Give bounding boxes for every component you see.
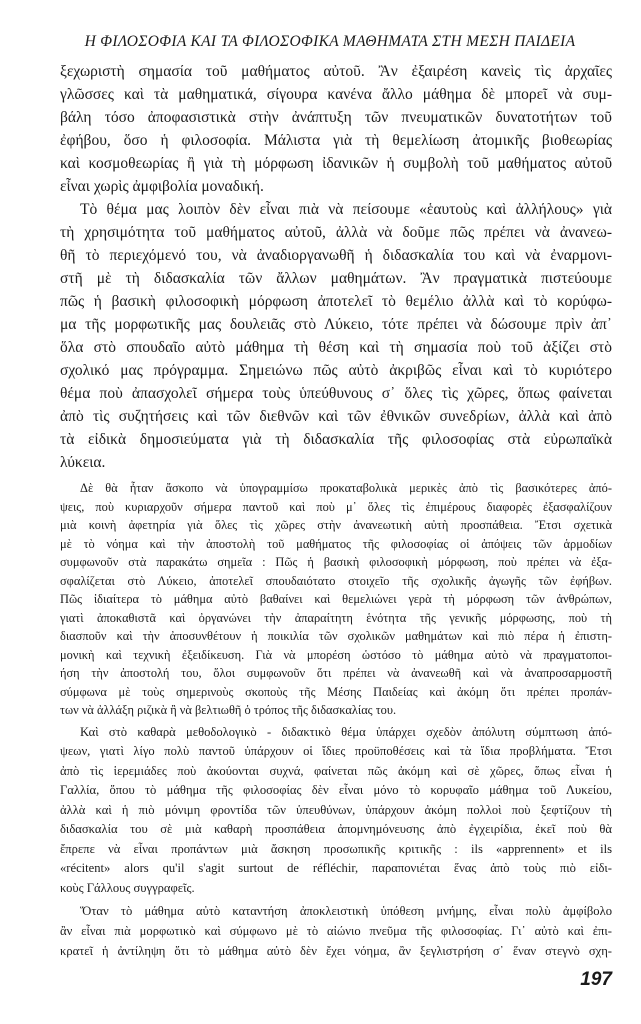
text-line: λύκεια. [60,454,106,471]
text-column [60,60,612,991]
text-line: γλῶσσες καὶ τὰ μαθηματικά, σίγουρα κανένα ἄλλο μάθημα δὲ μπορεῖ νὰ συμ- [60,86,612,103]
page-number: 197 [580,969,612,990]
text-line: συμφωνοῦν στὰ παρακάτω σημεῖα : Πῶς ἡ βασικὴ φιλοσοφικὴ μόρφωση, ποὺ πρέπει νὰ ἐξα- [60,555,612,569]
text-line: ψεις, ποὺ κυριαρχοῦν σήμερα παντοῦ καὶ ποὺ μ᾽ ὅλες τὶς ἐπιμέρους διαφορὲς ἐξασφαλίζουν [60,499,612,514]
running-header: Η ΦΙΛΟΣΟΦΙΑ ΚΑΙ ΤΑ ΦΙΛΟΣΟΦΙΚΑ ΜΑΘΗΜΑΤΑ ΣΤΗ ΜΕΣΗ ΠΑΙΔΕΙΑ [84,33,576,50]
text-line: Δὲ θὰ ἦταν ἄσκοπο νὰ ὑπογραμμίσω προκαταβολικὰ μερικὲς ἀπὸ τὶς βασικότερες ἀπό- [80,481,612,495]
text-line: τὴ χρησιμότητα τοῦ μαθήματος αὐτοῦ, ἀλλὰ νὰ δοῦμε πῶς πρέπει νὰ ἀνανεω- [60,224,612,241]
text-line: ἐφήβου, ὅσο ἡ φιλοσοφία. Μάλιστα γιὰ τὴ θεμελίωση ἀτομικῆς βιοθεωρίας [60,132,612,149]
text-line: θέμα ποὺ ἀπασχολεῖ σήμερα τοὺς ὑπεύθυνους σ᾽ ὅλες τὶς χῶρες, ὅπως φαίνεται [60,385,612,402]
text-line: ήση τὴν ἀποστολή του, ὅλοι συμφωνοῦν ὅτι πρέπει νὰ ἀνανεωθῆ καὶ νὰ ἀναπροσαρμοστῆ [60,666,612,680]
text-line: σύμφωνα μὲ τοὺς σημερινοὺς σκοποὺς τῆς Μέσης Παιδείας καὶ ἀκόμη ὅτι πρέπει προπάν- [60,684,612,699]
paragraph [60,198,612,474]
text-line: πῶς ἡ βασικὴ φιλοσοφικὴ μόρφωση ἀποτελεῖ τὸ θεμέλιο ἀλλὰ καὶ τὸ κορύφω- [60,293,612,310]
text-line: εἶναι χωρὶς ἀμφιβολία μοναδική. [60,178,264,195]
text-line: «récitent» alors qu'il s'agit surtout de réfléchir, παραπονιέται ἕνας ἀπὸ τοὺς πιὸ εἰδι- [60,861,612,875]
text-line: Τὸ θέμα μας λοιπὸν δὲν εἶναι πιὰ νὰ πείσουμε «ἑαυτοὺς καὶ ἀλλήλους» γιὰ [80,201,612,218]
paragraph [60,479,612,720]
text-line: Πῶς ἰδιαίτερα τὸ μάθημα αὐτὸ βαθαίνει καὶ θεμελιώνει γερὰ τὴ μόρφωση τῶν ἀνθρώπων, [60,592,612,606]
text-line: Ὅταν τὸ μάθημα αὐτὸ καταντήση ἀποκλειστικὴ ὑπόθεση μνήμης, εἶναι πολὺ ἀμφίβολο [80,904,612,918]
text-line: μιὰ κοινὴ ἀφετηρία γιὰ ὅλες τὶς χῶρες στὴν ἀνανεωτικὴ αὐτὴ προσπάθεια. Ἔτσι σχετικὰ [60,518,612,532]
text-line: μονικὴ καὶ τεχνικὴ ἐξειδίκευση. Γιὰ νὰ μπορέση ὡστόσο τὸ μάθημα αὐτὸ νὰ πραγματοποι- [60,647,612,662]
text-line: γιατὶ ἀποκαθιστᾶ καὶ ὀργανώνει τὴν ἀπαραίτητη ἑνότητα τῆς γενικῆς μόρφωσης, ποὺ τὴ [60,610,612,625]
text-line: κοὺς Γάλλους συγγραφεῖς. [60,880,195,895]
text-line: διασποῦν καὶ τὴν ἀποσυνθέτουν ἡ ποικιλία τῶν σχολικῶν μαθημάτων καὶ πιὸ πέρα ἡ ἐπιστη- [60,629,612,643]
text-line: μὲ τὸ νόημα καὶ τὴν ἀποστολὴ τοῦ μαθήματος τῆς φιλοσοφίας οἱ ἀπόψεις τῶν ἁρμοδίων [60,536,612,551]
paragraph [60,723,612,899]
text-line: ἀπὸ τὶς συζητήσεις καὶ τῶν διεθνῶν καὶ τῶν ἐθνικῶν συνεδρίων, ἀλλὰ καὶ ἀπὸ [60,408,612,425]
text-line: σχολικό μας πρόγραμμα. Σημειώνω πῶς αὐτὸ ἀκριβῶς εἶναι καὶ τὸ κυριότερο [60,362,612,379]
text-line: ἀλλὰ καὶ ἡ πιὸ μόνιμη φροντίδα τῶν ὑπευθύνων, ὑπάρχουν ἀκόμη πολλοὶ ποὺ ξεφτίζουν τὴ [60,802,612,817]
text-line: μα τῆς μορφωτικῆς μας δουλειᾶς στὸ Λύκειο, τότε πρέπει νὰ δώσουμε πρὶν ἀπ᾽ [60,316,612,333]
text-line: Καὶ στὸ καθαρὰ μεθοδολογικὸ - διδακτικὸ θέμα ὑπάρχει σχεδὸν ἀπόλυτη σύμπτωση ἀπό- [80,724,612,739]
text-line: Γαλλία, ὅπου τὸ μάθημα τῆς φιλοσοφίας δὲν εἶναι μόνο τὸ κορυφαῖο μάθημα τοῦ Λυκείου, [60,783,612,797]
text-line: στῆ μὲ τὴ διδασκαλία τῶν ἄλλων μαθημάτων. Ἂν πραγματικὰ πιστεύουμε [60,270,612,287]
text-line: ἔπρεπε νὰ εἶναι προπάντων μιὰ ἄσκηση προσωπικῆς κριτικῆς : ils «apprennent» et ils [60,841,612,856]
text-line: διδασκαλία του σὲ μιὰ καθαρὴ προσπάθεια ἀπομνημόνευσης ἀπὸ ἐγχειρίδια, ἐκεῖ ποὺ θὰ [60,822,612,836]
text-line: κρατεῖ ἡ ἀντίληψη ὅτι τὸ μάθημα αὐτὸ δὲν ἔχει νόημα, ἂν ξεγλιστρήση σ᾽ ἕναν στεγνὸ σχη- [60,944,612,958]
text-line: ὅλα στὸ σπουδαῖο αὐτὸ μάθημα τὴ θέση καὶ τὴ σημασία ποὺ τοῦ ἀξίζει στὸ [60,339,612,356]
text-line: σφαλίζεται στὸ Λύκειο, ἀποτελεῖ σπουδαιότατο στοιχεῖο τῆς σχολικῆς ἀγωγῆς τῶν ἐφήβων. [60,573,612,588]
text-line: ἂν εἶναι πιὰ μορφωτικὸ καὶ σύμφωνο μὲ τὸ αἰώνιο πνεῦμα τῆς φιλοσοφίας. Γι᾽ αὐτὸ καὶ ἐπι- [60,924,612,938]
text-line: ἀπὸ τὶς ἱερεμιάδες ποὺ ἀκούονται συχνά, φαίνεται πῶς ἀκόμη καὶ σὲ χῶρες, ὅπως εἶναι ἡ [60,763,612,778]
text-line: ψεων, γιατὶ λίγο πολὺ παντοῦ ὑπάρχουν οἱ ἴδιες προϋποθέσεις καὶ τὰ ἴδια προβλήματα. Ἔτσι [60,744,612,758]
paragraph [60,60,612,198]
text-line: θῆ τὸ περιεχόμενό του, νὰ ἀναδιοργανωθῆ ἡ διδασκαλία του καὶ νὰ ἐναρμονι- [60,247,612,264]
text-line: βάλη τόσο ἀποφασιστικὰ στὴν ἀνάπτυξη τῶν πνευματικῶν δυνατοτήτων τοῦ [60,109,612,126]
text-line: τὰ εἰδικὰ δημοσιεύματα γιὰ τὴ διδασκαλία τῆς φιλοσοφίας στὰ εὐρωπαϊκὰ [60,431,612,448]
text-line: των νὰ ἀλλάξη ριζικὰ ἢ νὰ βελτιωθῆ ὁ τρόπος τῆς διδασκαλίας του. [60,703,397,717]
text-line: καὶ κοσμοθεωρίας ἢ γιὰ τὴ μόρφωση ἰδανικῶν ἡ συμβολὴ τοῦ μαθήματος αὐτοῦ [60,155,612,172]
paragraph [60,901,612,961]
text-line: ξεχωριστὴ σημασία τοῦ μαθήματος αὐτοῦ. Ἂν ἐξαιρέση κανεὶς τὶς ἀρχαῖες [60,63,612,80]
